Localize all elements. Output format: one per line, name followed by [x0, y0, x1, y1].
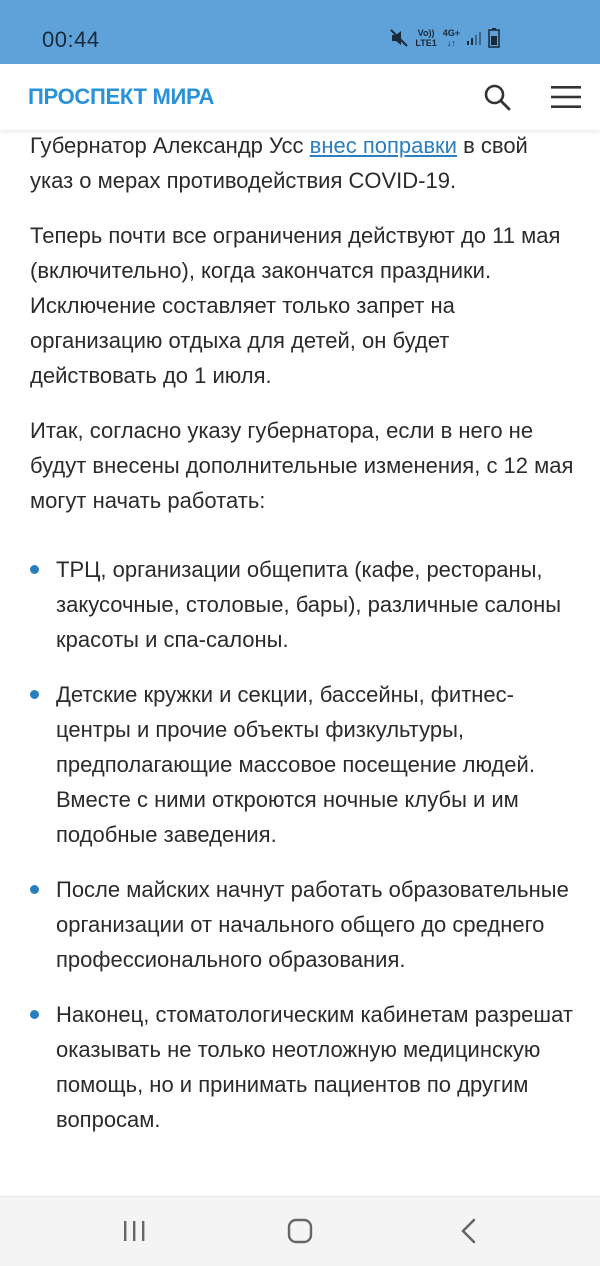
- list-item: После майских начнут работать образовательные организации от начального общего до среднего профессионального образования.: [30, 872, 576, 977]
- article-paragraph: Итак, согласно указу губернатора, если в него не будут внесены дополнительные изменения, с 12 мая могут начать работать:: [30, 418, 574, 513]
- article-paragraph: Губернатор Александр Усс внес поправки в свой указ о мерах противодействия COVID-19.: [30, 133, 528, 193]
- signal-icon: [466, 30, 482, 46]
- list-item: Наконец, стоматологическим кабинетам разрешат оказывать не только неотложную медицинскую помощь, но и принимать пациентов по другим вопросам.: [30, 997, 576, 1137]
- bullet-icon: [30, 1010, 39, 1019]
- status-bar: [0, 0, 600, 64]
- network-type-indicator: 4G+ ↓↑: [442, 28, 460, 48]
- bullet-icon: [30, 885, 39, 894]
- hamburger-menu-icon[interactable]: [550, 84, 582, 110]
- home-icon[interactable]: [280, 1213, 320, 1249]
- volte-indicator: Vo)) LTE1: [415, 28, 437, 48]
- search-icon[interactable]: [482, 82, 512, 112]
- system-navigation-bar: [0, 1196, 600, 1266]
- status-time: 00:44: [42, 27, 100, 52]
- article-paragraph: Теперь почти все ограничения действуют до 11 мая (включительно), когда закончатся праздники. Исключение составляет только запрет на организацию отдыха для детей, он будет действовать до 1 июля.: [30, 223, 561, 388]
- bullet-list: [30, 552, 576, 1137]
- list-item: Детские кружки и секции, бассейны, фитнес-центры и прочие объекты физкультуры, предполагающие массовое посещение людей. Вместе с ними откроются ночные клубы и им подобные заведения.: [30, 677, 576, 852]
- bullet-icon: [30, 690, 39, 699]
- site-header: [0, 64, 600, 130]
- list-item: ТРЦ, организации общепита (кафе, рестораны, закусочные, столовые, бары), различные салоны красоты и спа-салоны.: [30, 552, 576, 657]
- status-icons: [389, 25, 500, 51]
- recent-apps-icon[interactable]: [114, 1213, 154, 1249]
- mute-icon: [389, 28, 409, 48]
- article-body: [30, 128, 576, 1157]
- back-icon[interactable]: [448, 1213, 488, 1249]
- bullet-icon: [30, 565, 39, 574]
- site-logo[interactable]: ПРОСПЕКТ МИРА: [28, 84, 215, 109]
- amendments-link[interactable]: внес поправки: [309, 133, 457, 158]
- battery-icon: [488, 28, 500, 48]
